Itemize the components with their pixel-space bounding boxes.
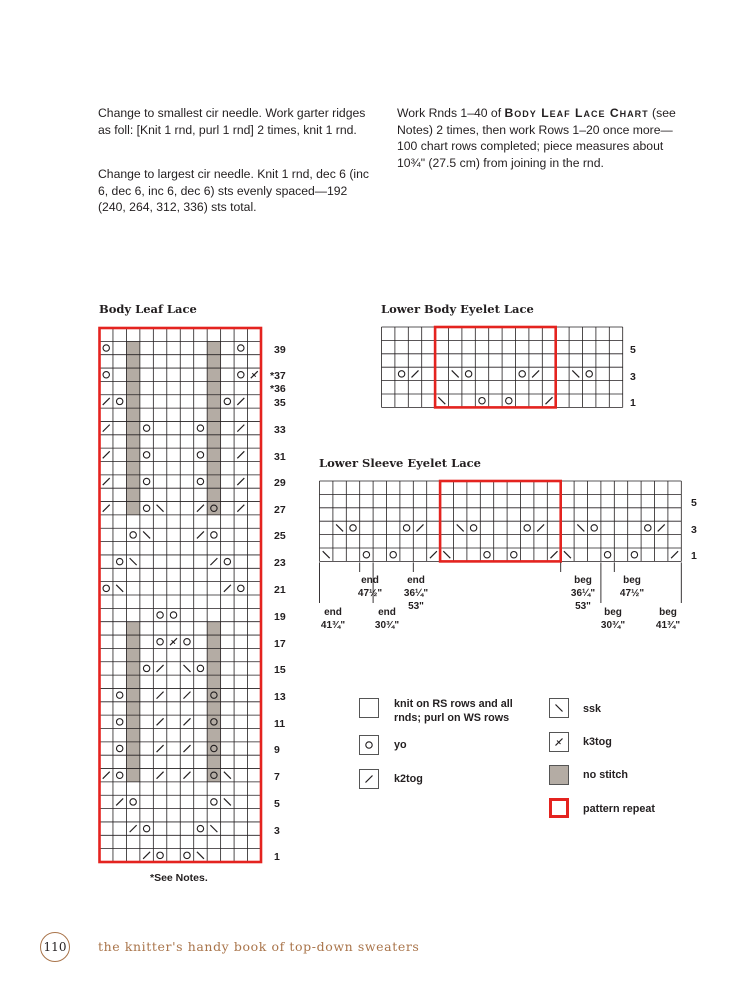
yo-symbol (197, 825, 203, 831)
yo-symbol (403, 525, 409, 531)
row-label: 23 (274, 557, 286, 569)
yo-symbol (645, 525, 651, 531)
k2tog-symbol (183, 718, 190, 725)
work-rounds-chart-name: Body Leaf Lace Chart (504, 106, 649, 120)
yo-symbol (363, 552, 369, 558)
k2tog-symbol (551, 551, 558, 558)
yo-symbol (631, 552, 637, 558)
row-label: 13 (274, 691, 286, 703)
k2tog-symbol (224, 585, 231, 592)
yo-symbol (116, 692, 122, 698)
ssk-symbol (443, 551, 450, 558)
yo-symbol (103, 345, 109, 351)
lower-body-row-label: 5 (630, 344, 636, 356)
size-marker (350, 574, 390, 600)
marker-size: 47½" (357, 588, 383, 599)
yo-symbol (591, 525, 597, 531)
k2tog-symbol (103, 772, 110, 779)
row-label: 7 (274, 771, 280, 783)
k2tog-symbol (157, 665, 164, 672)
row-label: 5 (274, 798, 280, 810)
row-label: 35 (274, 397, 286, 409)
size-marker (612, 574, 652, 600)
lower-sleeve-row-label: 3 (691, 524, 697, 536)
k2tog-symbol (183, 745, 190, 752)
row-label: 29 (274, 477, 286, 489)
yo-symbol (465, 371, 471, 377)
yo-symbol (116, 558, 122, 564)
lower-sleeve-row-label: 1 (691, 550, 697, 562)
work-rounds-after: (see Notes) 2 times, then work Rows 1–20 once more—100 chart rows completed; piece measures about 10¾" (27.5 cm) from joining in the rnd. (397, 106, 676, 170)
k2tog-symbol (157, 745, 164, 752)
marker-label: beg (574, 575, 592, 586)
row-label: 39 (274, 344, 286, 356)
row-label: 1 (274, 851, 280, 863)
k2tog-symbol (210, 558, 217, 565)
ssk-symbol (452, 370, 459, 377)
yo-symbol (479, 398, 485, 404)
marker-size: 30¾" (600, 620, 626, 631)
row-label: 15 (274, 664, 286, 676)
yo-symbol (143, 825, 149, 831)
marker-label: end (324, 607, 342, 618)
size-marker (313, 606, 353, 632)
lower-body-row-label: 1 (630, 397, 636, 409)
yo-symbol (116, 772, 122, 778)
k2tog-symbol (412, 370, 419, 377)
yo-symbol (143, 425, 149, 431)
k2tog-symbol (103, 478, 110, 485)
lower-body-eyelet-title: Lower Body Eyelet Lace (381, 302, 534, 316)
legend-knit-box (359, 698, 379, 718)
k2tog-symbol (157, 718, 164, 725)
see-notes-footnote: *See Notes. (150, 872, 208, 884)
ssk-symbol (197, 852, 204, 859)
ssk-symbol (210, 825, 217, 832)
yo-symbol (157, 852, 163, 858)
yo-symbol (116, 398, 122, 404)
no-stitch-cell (126, 341, 139, 515)
ssk-symbol (183, 665, 190, 672)
ssk-symbol (224, 798, 231, 805)
row-label: 17 (274, 638, 286, 650)
ssk-symbol (157, 505, 164, 512)
yo-symbol (116, 745, 122, 751)
yo-symbol (398, 371, 404, 377)
k2tog-symbol (183, 772, 190, 779)
page-number: 110 (40, 932, 70, 962)
legend-yo-box (359, 735, 379, 755)
ssk-symbol (323, 551, 330, 558)
k2tog-symbol (546, 397, 553, 404)
legend-no-stitch-label: no stitch (583, 769, 628, 781)
k2tog-symbol (103, 505, 110, 512)
ssk-symbol (564, 551, 571, 558)
legend-no-stitch-box (549, 765, 569, 785)
row-label: 11 (274, 718, 286, 730)
lower-sleeve-eyelet-title: Lower Sleeve Eyelet Lace (319, 456, 481, 470)
k2tog-symbol (103, 425, 110, 432)
yo-symbol (197, 452, 203, 458)
size-marker (396, 574, 436, 600)
yo-symbol (103, 372, 109, 378)
k2tog-symbol (183, 692, 190, 699)
yo-symbol (506, 398, 512, 404)
size-marker (593, 606, 633, 632)
row-label: 21 (274, 584, 286, 596)
yo-symbol (130, 532, 136, 538)
yo-symbol (103, 585, 109, 591)
k2tog-symbol (658, 524, 665, 531)
yo-symbol (211, 532, 217, 538)
k2tog-symbol (237, 505, 244, 512)
yo-symbol (143, 478, 149, 484)
yo-symbol (511, 552, 517, 558)
row-label: 9 (274, 744, 280, 756)
legend-pattern-repeat-label: pattern repeat (583, 803, 655, 815)
yo-symbol (157, 612, 163, 618)
legend-knit-label: knit on RS rows and all rnds; purl on WS rows (394, 698, 513, 724)
k2tog-symbol (130, 825, 137, 832)
yo-symbol (238, 345, 244, 351)
row-label: 25 (274, 530, 286, 542)
yo-symbol (143, 452, 149, 458)
yo-symbol (524, 525, 530, 531)
lower-sleeve-row-label: 5 (691, 497, 697, 509)
yo-symbol (484, 552, 490, 558)
yo-symbol (238, 585, 244, 591)
legend-yo-label: yo (394, 739, 407, 751)
ssk-symbol (457, 524, 464, 531)
no-stitch-cell (207, 341, 220, 515)
ssk-symbol (130, 558, 137, 565)
k2tog-symbol (671, 551, 678, 558)
yo-symbol (211, 799, 217, 805)
yo-symbol (224, 558, 230, 564)
ssk-symbol (224, 772, 231, 779)
yo-symbol (143, 505, 149, 511)
yo-symbol (350, 525, 356, 531)
k2tog-symbol (157, 692, 164, 699)
yo-symbol (130, 799, 136, 805)
marker-label: end (378, 607, 396, 618)
marker-size: 30¾" (374, 620, 400, 631)
yo-symbol (197, 425, 203, 431)
marker-size: 47½" (619, 588, 645, 599)
row-label: 27 (274, 504, 286, 516)
book-title-footer: the knitter's handy book of top-down sweaters (98, 939, 420, 954)
row-label: 33 (274, 424, 286, 436)
legend-ssk-box (549, 698, 569, 718)
yo-symbol (470, 525, 476, 531)
yo-symbol (390, 552, 396, 558)
k2tog-symbol (143, 852, 150, 859)
marker-size: 36¼" (570, 588, 596, 599)
ssk-symbol (572, 370, 579, 377)
row-label: 19 (274, 611, 286, 623)
paragraph-smallest-needle: Change to smallest cir needle. Work garter ridges as foll: [Knit 1 rnd, purl 1 rnd] 2 times, knit 1 rnd. (98, 106, 366, 137)
k2tog-symbol (103, 451, 110, 458)
work-rounds-before: Work Rnds 1–40 of (397, 106, 505, 120)
row-label: 3 (274, 825, 280, 837)
yo-symbol (143, 665, 149, 671)
marker-size: 53" (575, 601, 591, 612)
marker-size: 36¼" (403, 588, 429, 599)
k2tog-symbol (537, 524, 544, 531)
k2tog-symbol (237, 451, 244, 458)
k2tog-symbol (116, 798, 123, 805)
row-label: *37 (270, 370, 286, 382)
ssk-symbol (336, 524, 343, 531)
legend-k2tog-box (359, 769, 379, 789)
marker-label: beg (604, 607, 622, 618)
marker-size: 41¾" (655, 620, 681, 631)
ssk-symbol (577, 524, 584, 531)
ssk-symbol (143, 531, 150, 538)
marker-size: 53" (408, 601, 424, 612)
size-marker (563, 574, 603, 600)
k2tog-symbol (103, 398, 110, 405)
k2tog-symbol (237, 425, 244, 432)
legend-k3tog-box (549, 732, 569, 752)
legend-ssk-label: ssk (583, 703, 602, 715)
yo-symbol (224, 398, 230, 404)
marker-label: end (407, 575, 425, 586)
body-leaf-lace-title: Body Leaf Lace (99, 302, 197, 316)
k2tog-symbol (417, 524, 424, 531)
yo-symbol (157, 639, 163, 645)
legend-k3tog-label: k3tog (583, 736, 612, 748)
yo-symbol (170, 612, 176, 618)
k2tog-symbol (157, 772, 164, 779)
yo-symbol (519, 371, 525, 377)
legend-k2tog-label: k2tog (394, 773, 423, 785)
marker-label: beg (623, 575, 641, 586)
k2tog-symbol (237, 398, 244, 405)
size-marker (396, 600, 436, 613)
yo-symbol (116, 719, 122, 725)
k2tog-symbol (237, 478, 244, 485)
row-label: *36 (270, 383, 286, 395)
k2tog-symbol (197, 505, 204, 512)
ssk-symbol (438, 397, 445, 404)
lower-body-row-label: 3 (630, 371, 636, 383)
marker-size: 41¾" (320, 620, 346, 631)
k2tog-symbol (430, 551, 437, 558)
ssk-symbol (116, 585, 123, 592)
yo-symbol (238, 372, 244, 378)
yo-symbol (604, 552, 610, 558)
row-label: 31 (274, 451, 286, 463)
yo-symbol (184, 639, 190, 645)
yo-symbol (586, 371, 592, 377)
k2tog-symbol (532, 370, 539, 377)
yo-symbol (184, 852, 190, 858)
yo-symbol (197, 478, 203, 484)
k2tog-symbol (197, 531, 204, 538)
marker-label: end (361, 575, 379, 586)
legend-pattern-repeat-box (549, 798, 569, 818)
paragraph-largest-needle: Change to largest cir needle. Knit 1 rnd, dec 6 (inc 6, dec 6, inc 6, dec 6) sts evenly spaced—192 (240, 264, 312, 336) sts total. (98, 167, 369, 214)
yo-symbol (197, 665, 203, 671)
marker-label: beg (659, 607, 677, 618)
size-marker (648, 606, 688, 632)
